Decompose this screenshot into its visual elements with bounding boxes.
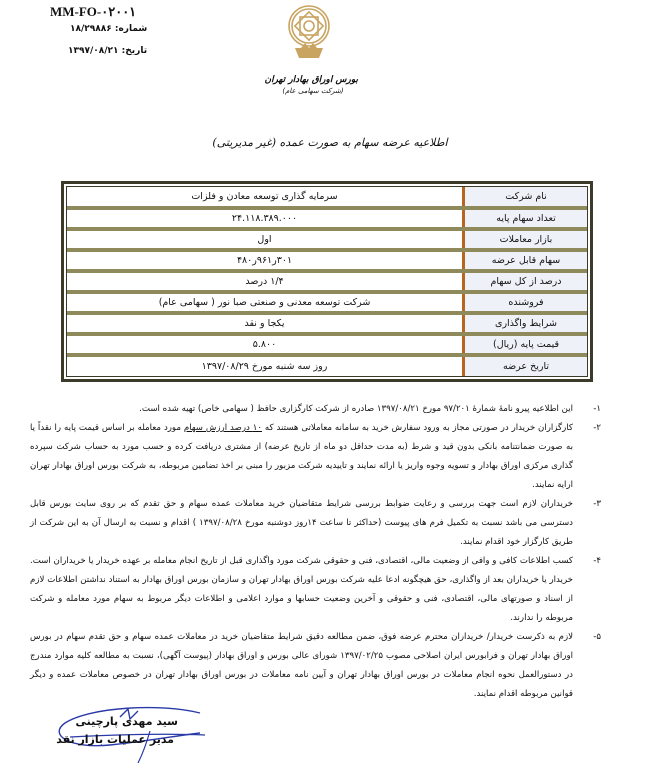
note-number: ۱- <box>593 404 601 414</box>
note-item <box>30 400 605 419</box>
note-text <box>30 419 573 495</box>
row-label: تعداد سهام پایه <box>464 208 588 229</box>
row-label: قیمت پایه (ریال) <box>464 334 588 355</box>
note-text-part: مورد معامله بر اساس قیمت پایه را نقداً یا به صورت ضمانتنامه بانکی بدون قید و شرط (به مدت حداقل دو ماه از تاریخ عرضه) از مشتری دریافت کرده و حسب مورد به حساب شرکت سپرده گذاری مرکزی اوراق بهادار و تسویه وجوه واریز یا ارائه نمایند و تاییدیه شرکت مزبور را مبنی بر اخذ تضامین مربوطه، به شرکت بورس اوراق بهادار تهران ارایه نمایند. <box>30 423 573 490</box>
reference-number-value: ۱۸/۲۹۸۸۶ <box>70 24 112 34</box>
table-row <box>67 271 587 292</box>
row-label: شرایط واگذاری <box>464 313 588 334</box>
table-row <box>67 208 587 229</box>
page-title: اطلاعیه عرضه سهام به صورت عمده (غیر مدیریتی) <box>212 136 448 149</box>
logo-subtitle: (شرکت سهامی عام) <box>282 87 344 95</box>
reference-date <box>68 46 147 56</box>
note-text: کسب اطلاعات کافی و وافی از وضعیت مالی، اقتصادی، فنی و حقوقی شرکت مورد واگذاری قبل از تاریخ انجام معامله بر عهده خریدار یا خریداران است. خریدار یا خریداران بعد از واگذاری، حق هیچگونه ادعا علیه شرکت بورس اوراق بهادار تهران و سازمان بورس اوراق بهادار به استناد نداشتن اطلاعات لازم از اسناد و صورتهای مالی، اقتصادی، فنی و حقوقی و آخرین وضعیت حسابها و موارد اعلامی و اطلاعات دیگر مربوط به سهام مورد معامله و شرکت مربوطه را ندارند. <box>30 556 573 623</box>
note-item <box>30 495 605 552</box>
logo-title: بورس اوراق بهادار تهران <box>264 75 358 85</box>
note-item <box>30 419 605 495</box>
table-row <box>67 334 587 355</box>
row-value: سرمایه گذاری توسعه معادن و فلزات <box>67 187 464 208</box>
table-row <box>67 187 587 208</box>
row-label: تاریخ عرضه <box>464 355 588 376</box>
note-number: ۴- <box>593 556 601 566</box>
note-text: این اطلاعیه پیرو نامهٔ شمارهٔ ۹۷/۲۰۱ مورخ ۱۳۹۷/۰۸/۲۱ صادره از شرکت کارگزاری حافظ ( سهامی خاص) تهیه شده است. <box>139 404 573 414</box>
table-row <box>67 250 587 271</box>
row-label: فروشنده <box>464 292 588 313</box>
table-row <box>67 355 587 376</box>
row-value: اول <box>67 229 464 250</box>
row-value: یکجا و نقد <box>67 313 464 334</box>
row-value: ۲۴.۱۱۸.۳۸۹.۰۰۰ <box>67 208 464 229</box>
note-number: ۳- <box>593 499 601 509</box>
note-number: ۲- <box>593 423 601 433</box>
note-item <box>30 552 605 628</box>
row-label: سهام قابل عرضه <box>464 250 588 271</box>
reference-date-label: تاریخ: <box>121 46 148 56</box>
row-value: ۵.۸۰۰ <box>67 334 464 355</box>
row-value: ۱/۴ درصد <box>67 271 464 292</box>
offering-info-table <box>61 181 593 382</box>
note-text: خریداران لازم است جهت بررسی و رعایت ضوابط بررسی شرایط متقاضیان خرید معاملات عمده سهام و حق تقدم که بر روی سایت بورس قابل دسترسی می باشد نسبت به تکمیل فرم های پیوست (حداکثر تا ساعت ۱۴روز دوشنبه مورخ ۱۳۹۷/۰۸/۲۸ ) اقدام و نسبت به ارسال آن به این شرکت از طریق کارگزار خود اقدام نمایند. <box>30 499 573 547</box>
table-row <box>67 292 587 313</box>
document-code: MM-FO-۰۲۰۰۱ <box>50 4 137 19</box>
row-value: ۳۰۱ر۹۶۱ر۴۸۰ <box>67 250 464 271</box>
row-value: شرکت توسعه معدنی و صنعتی صبا نور ( سهامی عام) <box>67 292 464 313</box>
table-row <box>67 313 587 334</box>
tehran-stock-exchange-emblem-icon <box>285 4 333 60</box>
signature-block <box>50 705 200 760</box>
notes-list <box>30 400 605 704</box>
row-label: درصد از کل سهام <box>464 271 588 292</box>
row-label: نام شرکت <box>464 187 588 208</box>
note-text: لازم به ذکرست خریدار/ خریداران محترم عرضه فوق، ضمن مطالعه دقیق شرایط متقاضیان خرید در معاملات عمده سهام و حق تقدم سهام در بورس اوراق بهادار تهران و فرابورس ایران اصلاحی مصوب ۱۳۹۷/۰۲/۲۵ شورای عالی بورس و اوراق بهادار (پیوست آگهی)، نسبت به مطالعه کلیه موارد مندرج در دستورالعمل نحوه انجام معاملات در بورس اوراق بهادار تهران و آیین نامه معاملات در بورس اوراق بهادار تهران در خصوص معاملات عمده و دیگر قوانین مربوطه اقدام نمایند. <box>30 632 574 699</box>
row-label: بازار معاملات <box>464 229 588 250</box>
reference-number <box>70 24 147 34</box>
table-row <box>67 229 587 250</box>
signatory-name: سید مهدی پارچینی <box>75 715 178 728</box>
note-underlined-text: ۱۰ درصد ارزش سهام <box>183 423 262 433</box>
signatory-title: مدیر عملیات بازار نقد <box>56 733 174 746</box>
reference-number-label: شماره: <box>114 24 148 34</box>
note-text-part: کارگزاران خریدار در صورتی مجاز به ورود سفارش خرید به سامانه معاملاتی هستند که <box>261 423 573 433</box>
note-item <box>30 628 605 704</box>
reference-date-value: ۱۳۹۷/۰۸/۲۱ <box>68 46 119 56</box>
row-value: روز سه شنبه مورخ ۱۳۹۷/۰۸/۲۹ <box>67 355 464 376</box>
note-number: ۵- <box>593 632 601 642</box>
